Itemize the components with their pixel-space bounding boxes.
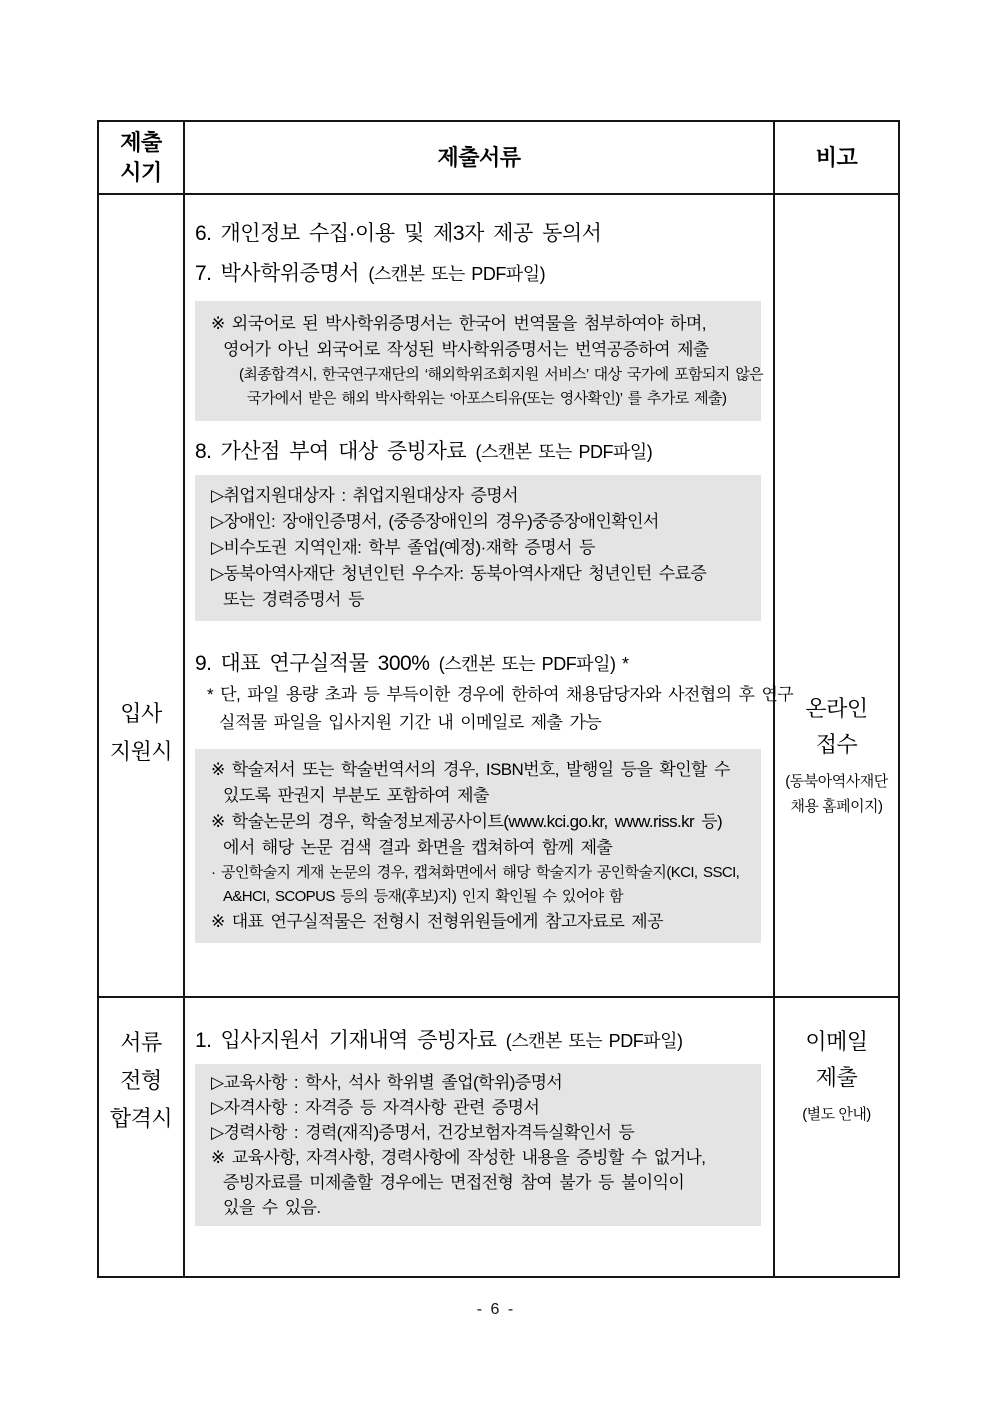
submission-documents-table bbox=[97, 120, 900, 1278]
header-remarks-label: 비고 bbox=[815, 144, 858, 170]
doc-item-8 bbox=[195, 435, 761, 469]
row2-when-line3: 합격시 bbox=[109, 1106, 173, 1131]
row2-remark-line2: 제출 bbox=[815, 1065, 858, 1090]
doc-item-8-format: (스캔본 또는 PDF파일) bbox=[475, 442, 653, 462]
doc-item-6-number: 6. bbox=[195, 222, 212, 245]
row2-documents-cell bbox=[185, 998, 775, 1276]
row2-when-line2: 전형 bbox=[120, 1068, 162, 1093]
note-email-exception bbox=[195, 681, 794, 737]
doc-item-7-number: 7. bbox=[195, 262, 212, 285]
doc-item-1-format: (스캔본 또는 PDF파일) bbox=[505, 1031, 683, 1051]
doc-item-9-number: 9. bbox=[195, 652, 212, 675]
note-isbn-line1: ※ 학술저서 또는 학술번역서의 경우, ISBN번호, 발행일 등을 확인할 수 bbox=[211, 760, 730, 779]
header-cell-documents bbox=[185, 122, 775, 195]
row1-when-line1: 입사 bbox=[120, 701, 162, 726]
note-reference-line: ※ 대표 연구실적물은 전형시 전형위원들에게 참고자료로 제공 bbox=[211, 912, 663, 931]
header-submission-time-line2: 시기 bbox=[120, 159, 162, 185]
bonus-target-intern-cont: 또는 경력증명서 등 bbox=[223, 590, 364, 609]
header-submission-time-line1: 제출 bbox=[120, 129, 162, 155]
proof-qualification: ▷자격사항 : 자격증 등 자격사항 관련 증명서 bbox=[211, 1098, 540, 1117]
row1-remark-line2: 접수 bbox=[815, 732, 858, 757]
note-paper-line2: 에서 해당 논문 검색 결과 화면을 캡쳐하여 함께 제출 bbox=[223, 838, 613, 857]
note-paper-line1: ※ 학술논문의 경우, 학술정보제공사이트(www.kci.go.kr, www.riss.kr 등) bbox=[211, 812, 723, 831]
note-journal-line1: · 공인학술지 게재 논문의 경우, 캡쳐화면에서 해당 학술지가 공인학술지(KCI, SSCI, bbox=[211, 864, 740, 881]
doc-item-8-number: 8. bbox=[195, 440, 212, 463]
row2-remarks-cell bbox=[775, 998, 898, 1276]
note-foreign-degree-line4: 국가에서 받은 해외 박사학위는 ‘아포스티유(또는 영사확인)’ 를 추가로 제출) bbox=[247, 390, 727, 407]
note-foreign-degree-line3: (최종합격시, 한국연구재단의 ‘해외학위조회지원 서비스’ 대상 국가에 포함되지 않은 bbox=[239, 366, 764, 383]
note-bonus-points-box bbox=[195, 475, 761, 621]
doc-item-8-text: 가산점 부여 대상 증빙자료 bbox=[220, 440, 467, 463]
header-documents-label: 제출서류 bbox=[437, 144, 521, 170]
note-foreign-degree-box bbox=[195, 301, 764, 421]
header-cell-submission-time bbox=[99, 122, 185, 195]
bonus-target-intern: ▷동북아역사재단 청년인턴 우수자: 동북아역사재단 청년인턴 수료증 bbox=[211, 564, 707, 583]
proof-warning-line1: ※ 교육사항, 자격사항, 경력사항에 작성한 내용을 증빙할 수 없거나, bbox=[211, 1148, 706, 1167]
note-isbn-line2: 있도록 판권지 부분도 포함하여 제출 bbox=[223, 786, 489, 805]
page-number: - 6 - bbox=[476, 1301, 516, 1318]
row1-remark-sub1: (동북아역사재단 bbox=[785, 773, 888, 790]
note-foreign-degree-line2: 영어가 아닌 외국어로 작성된 박사학위증명서는 번역공증하여 제출 bbox=[223, 340, 709, 359]
bonus-target-regional: ▷비수도권 지역인재: 학부 졸업(예정)·재학 증명서 등 bbox=[211, 538, 595, 557]
doc-item-7-format: (스캔본 또는 PDF파일) bbox=[368, 264, 546, 284]
row2-when-cell bbox=[99, 998, 185, 1276]
proof-warning-line3: 있을 수 있음. bbox=[223, 1198, 321, 1217]
doc-item-6-text: 개인정보 수집·이용 및 제3자 제공 동의서 bbox=[220, 222, 602, 245]
doc-item-6 bbox=[195, 217, 761, 251]
doc-item-1-number: 1. bbox=[195, 1029, 212, 1052]
doc-item-1-text: 입사지원서 기재내역 증빙자료 bbox=[220, 1029, 497, 1052]
row1-remark-line1: 온라인 bbox=[805, 696, 868, 721]
note-research-output-box bbox=[195, 749, 761, 943]
row1-when-line2: 지원시 bbox=[109, 739, 173, 764]
doc-item-9 bbox=[195, 647, 761, 681]
row2-remark-line1: 이메일 bbox=[805, 1029, 868, 1054]
header-cell-remarks bbox=[775, 122, 898, 195]
note-email-exception-line1: * 단, 파일 용량 초과 등 부득이한 경우에 한하여 채용담당자와 사전협의 후 연구 bbox=[207, 685, 794, 704]
note-email-exception-line2: 실적물 파일을 입사지원 기간 내 이메일로 제출 가능 bbox=[219, 713, 602, 732]
doc-item-7 bbox=[195, 257, 761, 291]
bonus-target-disabled: ▷장애인: 장애인증명서, (중증장애인의 경우)중증장애인확인서 bbox=[211, 512, 659, 531]
proof-education: ▷교육사항 : 학사, 석사 학위별 졸업(학위)증명서 bbox=[211, 1073, 563, 1092]
row1-remark-sub2: 채용 홈페이지) bbox=[790, 798, 883, 815]
row2-remark-sub1: (별도 안내) bbox=[802, 1106, 871, 1123]
proof-warning-line2: 증빙자료를 미제출할 경우에는 면접전형 참여 불가 등 불이익이 bbox=[223, 1173, 685, 1192]
row2-when-line1: 서류 bbox=[120, 1030, 162, 1055]
note-foreign-degree-line1: ※ 외국어로 된 박사학위증명서는 한국어 번역물을 첨부하여야 하며, bbox=[211, 314, 706, 333]
proof-career: ▷경력사항 : 경력(재직)증명서, 건강보험자격득실확인서 등 bbox=[211, 1123, 635, 1142]
doc-item-9-format: (스캔본 또는 PDF파일) * bbox=[438, 654, 629, 674]
row1-when-cell bbox=[99, 195, 185, 998]
doc-item-1 bbox=[195, 1024, 761, 1058]
doc-item-7-text: 박사학위증명서 bbox=[220, 262, 360, 285]
doc-item-9-text: 대표 연구실적물 300% bbox=[220, 652, 430, 675]
bonus-target-veterans: ▷취업지원대상자 : 취업지원대상자 증명서 bbox=[211, 486, 518, 505]
note-journal-line2: A&HCI, SCOPUS 등의 등재(후보)지) 인지 확인될 수 있어야 함 bbox=[223, 888, 624, 905]
row1-remarks-cell bbox=[775, 195, 898, 998]
note-application-proof-box bbox=[195, 1064, 761, 1226]
row1-documents-cell bbox=[185, 195, 794, 998]
